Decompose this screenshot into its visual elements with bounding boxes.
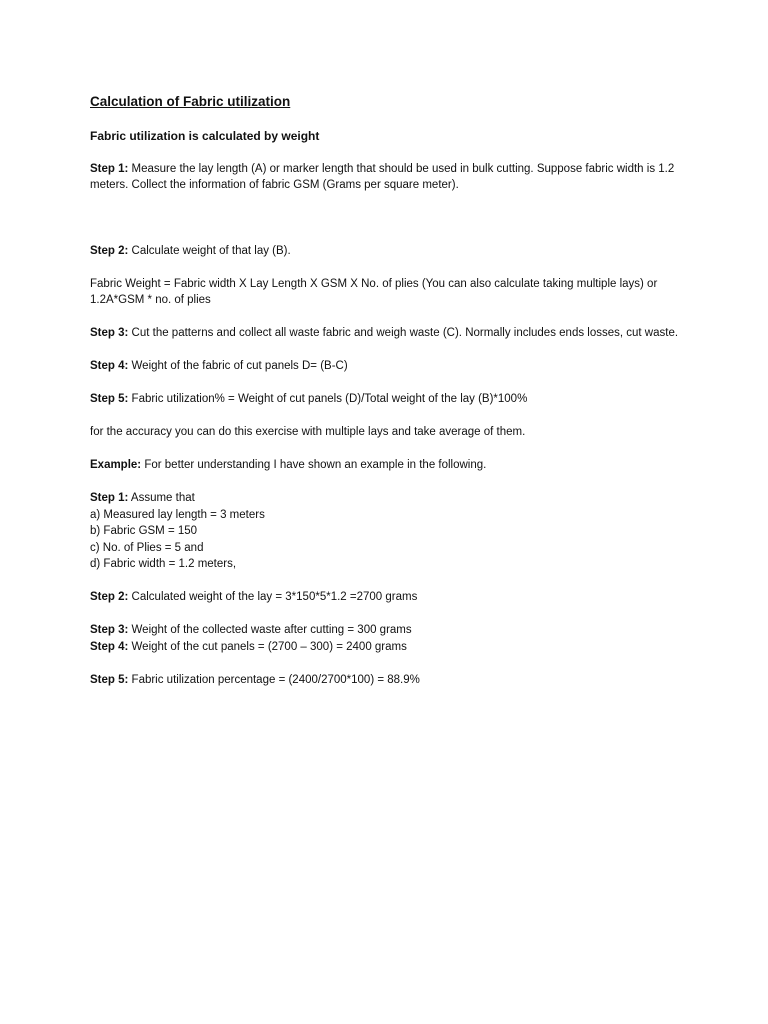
step-label: Step 1:	[90, 492, 129, 504]
example-step-4	[90, 639, 690, 656]
step-label: Step 3:	[90, 327, 129, 339]
step-text: Weight of the cut panels = (2700 – 300) = 2400 grams	[128, 640, 407, 653]
step-label: Step 4:	[90, 640, 129, 653]
assumption-item: d) Fabric width = 1.2 meters,	[90, 558, 237, 570]
step-label: Step 4:	[90, 360, 129, 372]
assumption-item: a) Measured lay length = 3 meters	[90, 508, 265, 521]
step-text: Weight of the fabric of cut panels D= (B-C)	[128, 360, 348, 372]
step-text: Fabric utilization% = Weight of cut panels (D)/Total weight of the lay (B)*100%	[128, 393, 528, 405]
assumption-item: b) Fabric GSM = 150	[90, 525, 198, 537]
document-page	[90, 93, 690, 705]
step-text: Calculate weight of that lay (B).	[128, 244, 291, 257]
example-intro	[90, 457, 690, 474]
step-text: Fabric utilization percentage = (2400/2700*100) = 88.9%	[128, 673, 420, 686]
method-step-3	[90, 325, 690, 342]
step-text: Cut the patterns and collect all waste fabric and weigh waste (C). Normally includes ends losses, cut waste.	[128, 327, 679, 339]
example-step-1-heading	[90, 490, 690, 507]
step-text: Weight of the collected waste after cutting = 300 grams	[128, 624, 412, 636]
method-step-2	[90, 243, 690, 260]
step-label: Step 5:	[90, 673, 129, 686]
example-step-1	[90, 490, 690, 573]
step-label: Step 2:	[90, 244, 129, 257]
accuracy-note: for the accuracy you can do this exercise with multiple lays and take average of them.	[90, 426, 526, 438]
step-label: Step 3:	[90, 624, 129, 636]
step-text: Assume that	[128, 492, 195, 504]
assumption-item: c) No. of Plies = 5 and	[90, 541, 204, 554]
example-step-2	[90, 589, 690, 606]
step-text: Measure the lay length (A) or marker length that should be used in bulk cutting. Suppose fabric width is 1.2 meters. Collect the information of fabric GSM (Grams per square meter).	[90, 162, 675, 191]
step-text: Calculated weight of the lay = 3*150*5*1.2 =2700 grams	[128, 591, 418, 603]
step-label: Step 1:	[90, 162, 129, 175]
example-label: Example:	[90, 459, 142, 471]
method-step-4	[90, 358, 690, 375]
step-label: Step 2:	[90, 591, 129, 603]
document-subtitle: Fabric utilization is calculated by weight	[90, 129, 320, 143]
example-step-3	[90, 622, 690, 639]
fabric-weight-formula: Fabric Weight = Fabric width X Lay Length X GSM X No. of plies (You can also calculate taking multiple lays) or 1.2A*GSM * no. of plies	[90, 277, 658, 306]
document-title: Calculation of Fabric utilization	[90, 94, 291, 109]
example-text: For better understanding I have shown an example in the following.	[141, 459, 487, 471]
method-step-5	[90, 391, 690, 408]
example-step-5	[90, 672, 690, 689]
method-step-1	[90, 161, 690, 194]
step-label: Step 5:	[90, 393, 129, 405]
